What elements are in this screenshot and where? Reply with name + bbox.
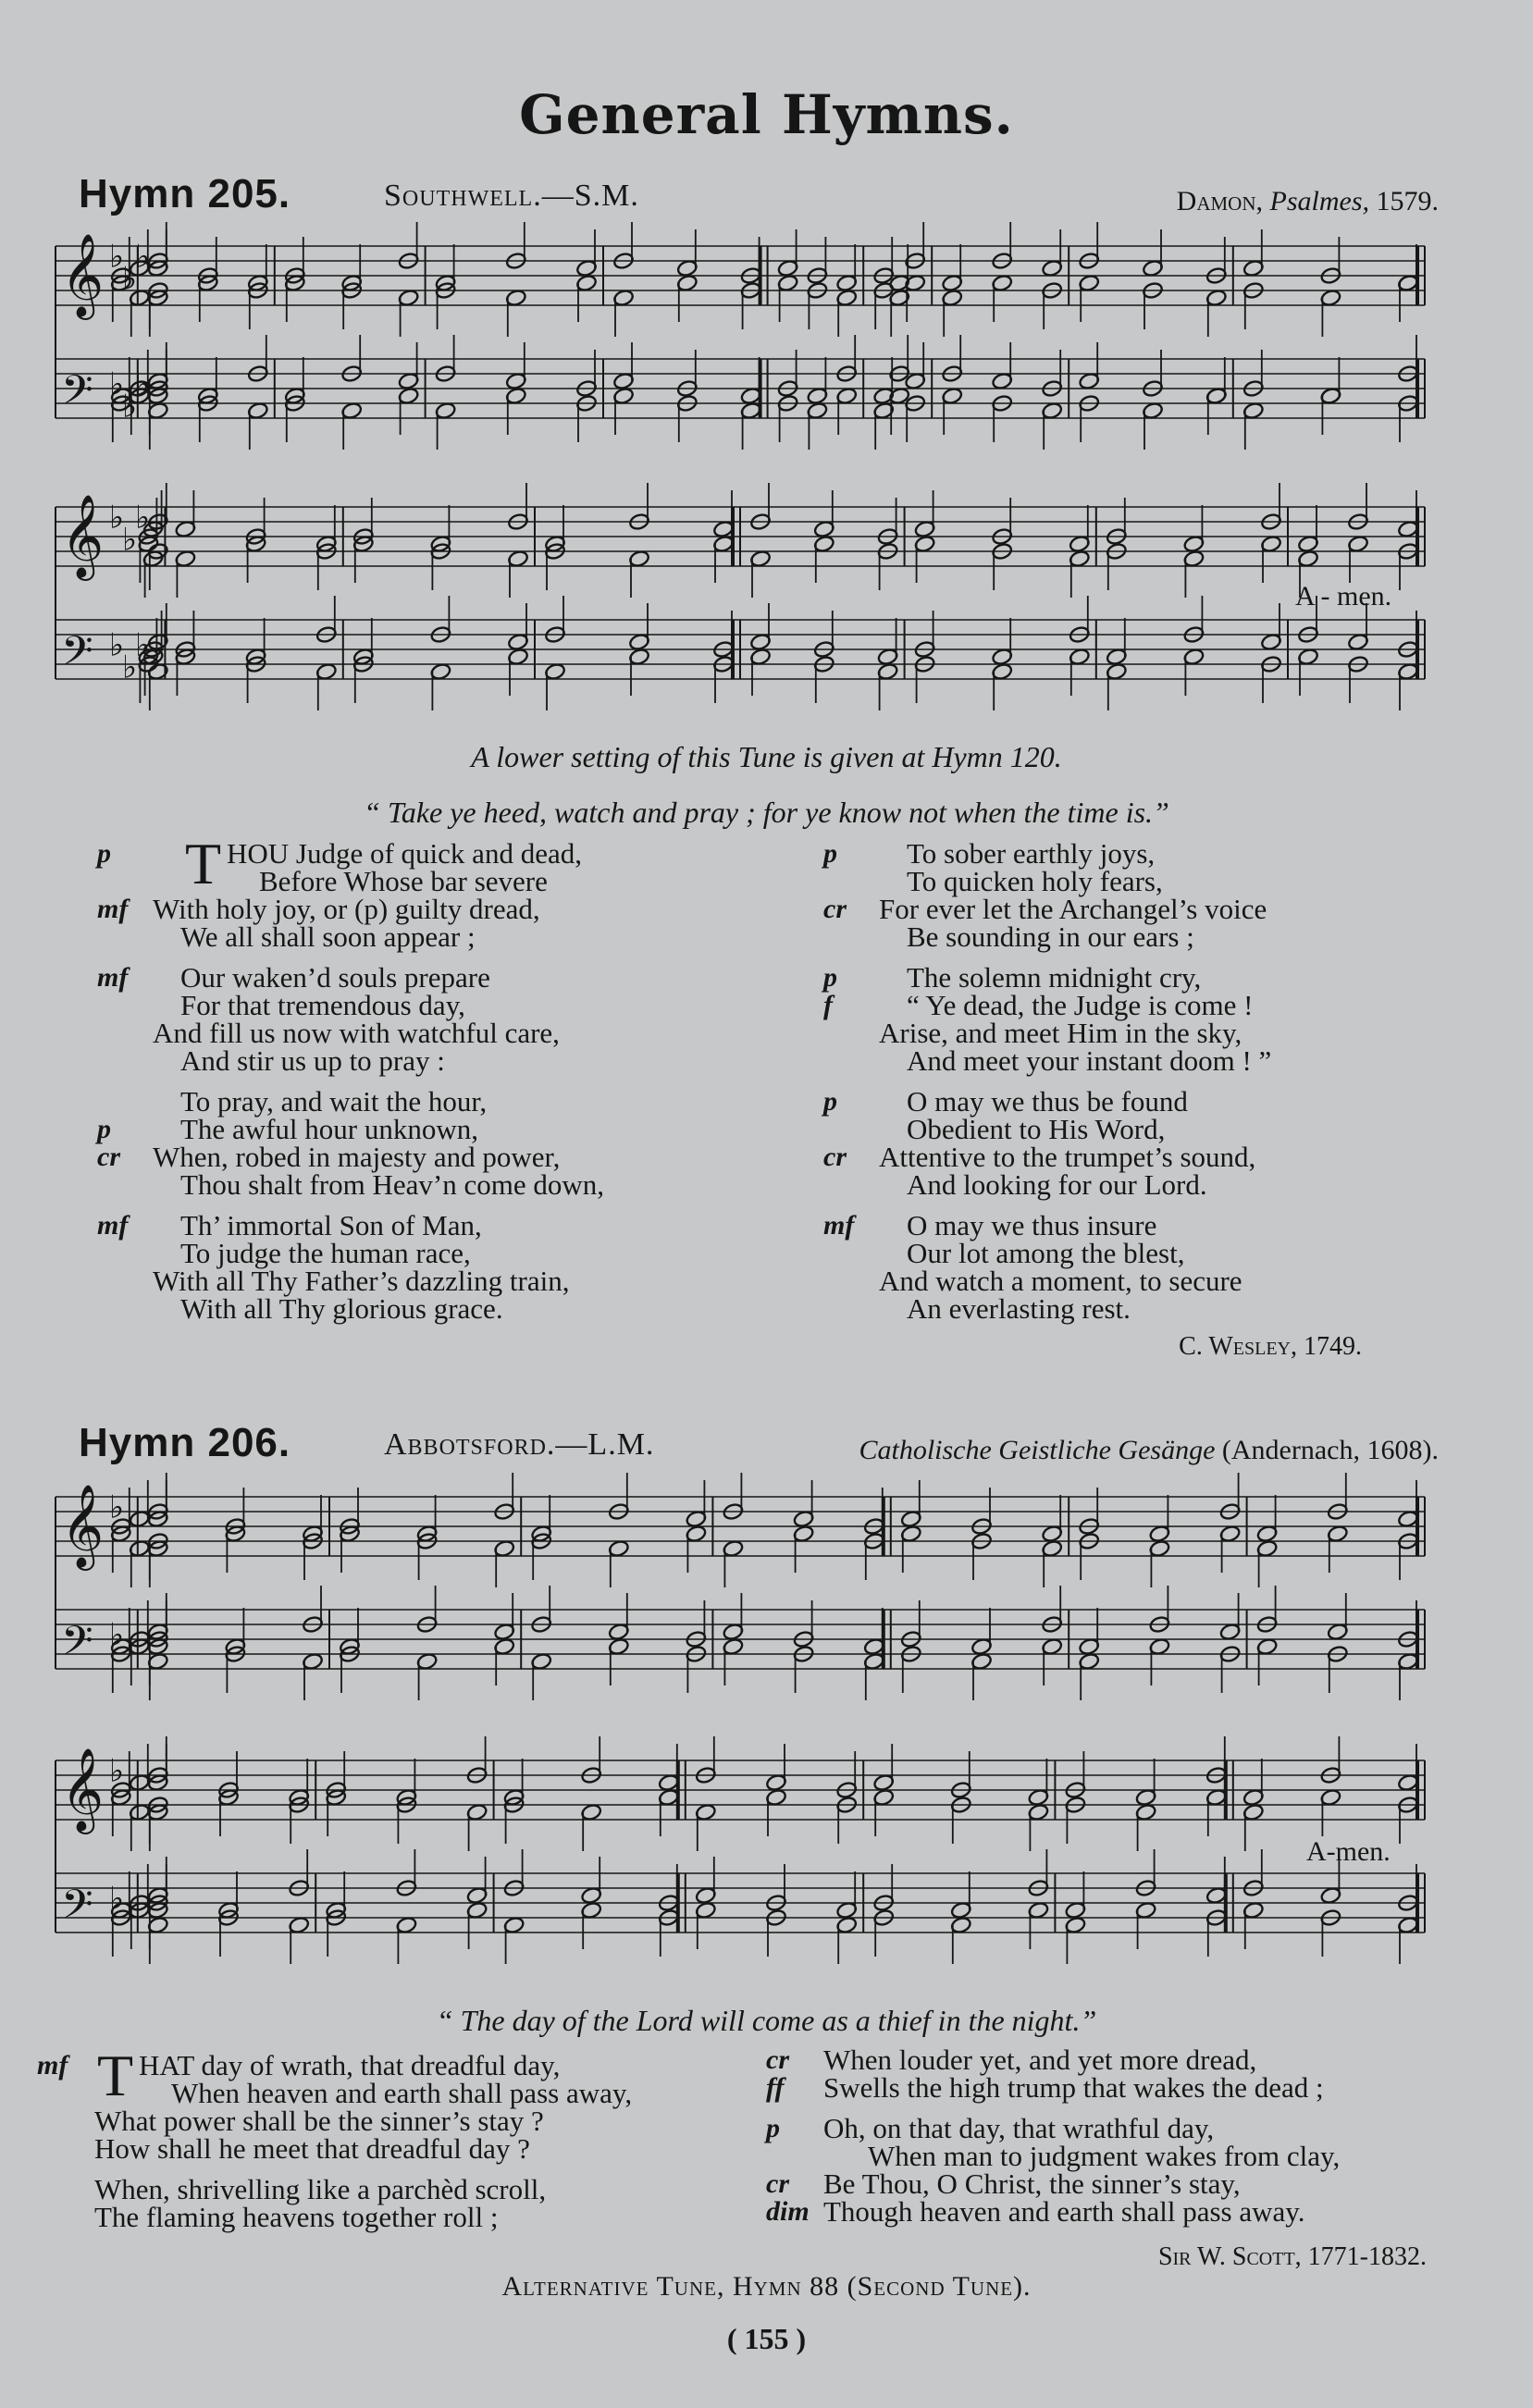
flat-icon: ♭ xyxy=(122,388,138,426)
dynamic-marking: p xyxy=(766,2113,780,2143)
dynamic-marking: mf xyxy=(37,2050,68,2081)
verse-line xyxy=(823,1292,1453,1325)
flat-icon: ♭ xyxy=(135,238,151,276)
verse-text: Attentive to the trumpet’s sound, xyxy=(879,1141,1256,1173)
verse-line xyxy=(97,865,763,897)
verse-text: Though heaven and earth shall pass away. xyxy=(823,2195,1305,2228)
hymn-205-composer xyxy=(1177,186,1439,217)
verse-text: HOU Judge of quick and dead, xyxy=(227,837,582,870)
hymn-205-system-1 xyxy=(48,220,1436,461)
hymn-205-epigraph: “ Take ye heed, watch and pray ; for ye know not when the time is.” xyxy=(364,796,1169,829)
flat-icon: ♭ xyxy=(109,499,125,537)
verse-line xyxy=(97,1019,763,1047)
flat-icon: ♭ xyxy=(109,1488,125,1526)
verse-text: When, robed in majesty and power, xyxy=(153,1141,561,1173)
flat-icon: ♭ xyxy=(122,260,138,298)
verse-line xyxy=(823,920,1453,953)
verse-line xyxy=(766,2167,1469,2200)
verse-line xyxy=(766,2140,1469,2172)
drop-cap-t: T xyxy=(185,831,222,896)
verse-line xyxy=(97,1143,763,1171)
dynamic-marking: cr xyxy=(823,894,847,924)
hymn-205-composer-year: 1579. xyxy=(1376,186,1439,216)
alternative-tune: Alternative Tune, Hymn 88 (Second Tune). xyxy=(501,2271,1032,2302)
verse-text: Be Thou, O Christ, the sinner’s stay, xyxy=(823,2167,1241,2200)
verse-line xyxy=(97,1044,763,1077)
hymn-205-attribution: C. Wesley, 1749. xyxy=(1179,1332,1362,1361)
flat-icon: ♭ xyxy=(109,626,125,664)
verse-line xyxy=(823,1044,1453,1077)
verse-line xyxy=(766,2071,1469,2104)
hymn-206-header xyxy=(79,1420,1439,1466)
stanza xyxy=(766,2046,1469,2102)
stanza xyxy=(37,2173,740,2233)
treble-clef-icon: 𝄞 xyxy=(61,1484,105,1568)
stanza xyxy=(97,961,763,1077)
verse-text: Swells the high trump that wakes the dead ; xyxy=(823,2071,1324,2104)
verse-line xyxy=(97,989,763,1021)
verse-line xyxy=(37,2077,740,2109)
hymn-205-note: A lower setting of this Tune is given at Hymn 120. xyxy=(471,740,1062,773)
hymn-205-composer-source: Psalmes, xyxy=(1269,186,1369,216)
hymn-206-number: Hymn 206. xyxy=(79,1420,291,1465)
hymn-206-score-1 xyxy=(48,1471,1436,1711)
hymn-206-system-1 xyxy=(48,1471,1436,1711)
verse-text: Be sounding in our ears ; xyxy=(907,920,1194,953)
bass-clef-icon: 𝄢 xyxy=(61,1880,93,1939)
hymn-205-verses-right xyxy=(823,837,1453,1336)
verse-text: When man to judgment wakes from clay, xyxy=(868,2140,1341,2172)
verse-text: We all shall soon appear ; xyxy=(180,920,476,953)
verse-line xyxy=(97,1209,763,1241)
hymn-205-score-1 xyxy=(48,220,1436,461)
hymn-205-system-2 xyxy=(48,481,1436,722)
verse-line xyxy=(97,1292,763,1325)
verse-line xyxy=(97,837,763,870)
verse-line xyxy=(37,2107,740,2135)
verse-line xyxy=(766,2112,1469,2144)
hymn-205-header xyxy=(79,171,1439,217)
verse-line xyxy=(97,1168,763,1201)
hymn-206-composer-source: Catholische Geistliche Gesänge xyxy=(859,1435,1216,1465)
stanza xyxy=(97,837,763,953)
verse-line xyxy=(823,1267,1453,1295)
hymn-206-verses-right xyxy=(766,2046,1469,2239)
verse-text: Thou shalt from Heav’n come down, xyxy=(180,1168,604,1201)
hymn-206-verses-left xyxy=(37,2043,740,2244)
flat-icon: ♭ xyxy=(135,365,151,403)
flat-icon: ♭ xyxy=(122,521,138,559)
hymn-206-epigraph: “ The day of the Lord will come as a thief in the night.” xyxy=(436,2004,1097,2037)
verse-text: O may we thus be found xyxy=(907,1085,1188,1118)
verse-line xyxy=(766,2046,1469,2074)
verse-text: Oh, on that day, that wrathful day, xyxy=(823,2112,1215,2144)
verse-text: With all Thy Father’s dazzling train, xyxy=(153,1265,570,1297)
verse-line xyxy=(823,1209,1453,1241)
stanza xyxy=(97,1209,763,1325)
verse-text: When heaven and earth shall pass away, xyxy=(171,2077,633,2109)
dynamic-marking: mf xyxy=(97,962,129,993)
verse-text: “ Ye dead, the Judge is come ! xyxy=(907,989,1254,1021)
verse-text: The flaming heavens together roll ; xyxy=(94,2201,499,2233)
treble-clef-icon: 𝄞 xyxy=(61,494,105,578)
flat-icon: ♭ xyxy=(135,499,151,537)
verse-line xyxy=(37,2201,740,2233)
verse-line xyxy=(823,1113,1453,1145)
verse-text: Our waken’d souls prepare xyxy=(180,961,490,994)
verse-line xyxy=(823,1019,1453,1047)
dynamic-marking: cr xyxy=(766,2168,789,2199)
verse-text: And looking for our Lord. xyxy=(907,1168,1207,1201)
verse-text: For ever let the Archangel’s voice xyxy=(879,893,1267,925)
verse-text: What power shall be the sinner’s stay ? xyxy=(94,2105,544,2137)
hymn-205-composer-name: Damon, xyxy=(1176,186,1263,216)
verse-line xyxy=(823,837,1453,870)
flat-icon: ♭ xyxy=(109,365,125,403)
dynamic-marking: p xyxy=(823,1086,837,1117)
treble-clef-icon: 𝄞 xyxy=(61,233,105,317)
bass-clef-icon: 𝄢 xyxy=(61,626,93,685)
verse-text: O may we thus insure xyxy=(907,1209,1157,1241)
verse-line xyxy=(97,1113,763,1145)
verse-line xyxy=(37,2173,740,2205)
page-number: ( 155 ) xyxy=(726,2322,807,2355)
dynamic-marking: dim xyxy=(766,2196,810,2227)
hymn-205-amen: A - men. xyxy=(1295,581,1392,611)
verse-line xyxy=(37,2049,740,2081)
verse-text: Th’ immortal Son of Man, xyxy=(180,1209,482,1241)
hymn-205-verses-left xyxy=(97,831,763,1336)
verse-text: To sober earthly joys, xyxy=(907,837,1156,870)
verse-line xyxy=(823,895,1453,923)
verse-text: The solemn midnight cry, xyxy=(907,961,1202,994)
hymn-205-tune: Southwell.—S.M. xyxy=(384,179,639,213)
treble-clef-icon: 𝄞 xyxy=(61,1747,105,1832)
bass-clef-icon: 𝄢 xyxy=(61,1616,93,1675)
stanza xyxy=(766,2112,1469,2228)
verse-line xyxy=(823,1237,1453,1269)
hymn-206-system-2 xyxy=(48,1735,1436,1975)
verse-text: And fill us now with watchful care, xyxy=(153,1017,560,1049)
verse-text: Before Whose bar severe xyxy=(259,865,548,897)
verse-text: To pray, and wait the hour, xyxy=(180,1085,488,1118)
hymn-205-score-2 xyxy=(48,481,1436,722)
flat-icon: ♭ xyxy=(122,648,138,686)
verse-line xyxy=(97,895,763,923)
dynamic-marking: cr xyxy=(823,1142,847,1172)
verse-text: An everlasting rest. xyxy=(907,1292,1131,1325)
stanza xyxy=(823,961,1453,1077)
flat-icon: ♭ xyxy=(109,238,125,276)
verse-line xyxy=(766,2195,1469,2228)
bass-clef-icon: 𝄢 xyxy=(61,365,93,425)
verse-text: With holy joy, or (p) guilty dread, xyxy=(153,893,540,925)
flat-icon: ♭ xyxy=(109,1616,125,1654)
verse-text: How shall he meet that dreadful day ? xyxy=(94,2132,530,2165)
verse-text: When, shrivelling like a parchèd scroll, xyxy=(94,2173,547,2205)
dynamic-marking: p xyxy=(823,838,837,869)
verse-line xyxy=(823,1085,1453,1118)
stanza xyxy=(823,837,1453,953)
hymn-206-composer xyxy=(859,1435,1439,1466)
verse-text: Our lot among the blest, xyxy=(907,1237,1185,1269)
stanza xyxy=(823,1085,1453,1201)
hymn-205-number: Hymn 205. xyxy=(79,171,291,216)
stanza xyxy=(37,2049,740,2165)
dynamic-marking: mf xyxy=(823,1210,855,1241)
dynamic-marking: f xyxy=(823,990,833,1020)
verse-text: The awful hour unknown, xyxy=(180,1113,478,1145)
hymn-206-attribution: Sir W. Scott, 1771-1832. xyxy=(1157,2242,1427,2271)
hymn-206-composer-place: (Andernach, 1608). xyxy=(1221,1435,1439,1465)
dynamic-marking: p xyxy=(97,838,111,869)
stanza xyxy=(823,1209,1453,1325)
dynamic-marking: cr xyxy=(97,1142,120,1172)
hymn-206-score-2 xyxy=(48,1735,1436,1975)
verse-line xyxy=(823,1168,1453,1201)
dynamic-marking: cr xyxy=(766,2044,789,2075)
verse-line xyxy=(823,865,1453,897)
dynamic-marking: mf xyxy=(97,894,129,924)
verse-text: For that tremendous day, xyxy=(180,989,465,1021)
verse-text: With all Thy glorious grace. xyxy=(180,1292,503,1325)
verse-text: Arise, and meet Him in the sky, xyxy=(879,1017,1242,1049)
verse-line xyxy=(37,2132,740,2165)
verse-line xyxy=(97,1267,763,1295)
drop-cap-t-2: T xyxy=(97,2043,134,2108)
verse-line xyxy=(97,961,763,994)
dynamic-marking: p xyxy=(97,1114,111,1144)
dynamic-marking: p xyxy=(823,962,837,993)
verse-line xyxy=(97,920,763,953)
verse-line xyxy=(97,1085,763,1118)
hymn-206-tune: Abbotsford.—L.M. xyxy=(384,1427,655,1462)
verse-text: When louder yet, and yet more dread, xyxy=(823,2044,1257,2076)
verse-line xyxy=(823,989,1453,1021)
dynamic-marking: mf xyxy=(97,1210,129,1241)
page-title: General Hymns. xyxy=(519,83,1014,146)
verse-line xyxy=(823,1143,1453,1171)
verse-text: And meet your instant doom ! ” xyxy=(907,1044,1272,1077)
flat-icon: ♭ xyxy=(109,1752,125,1790)
flat-icon: ♭ xyxy=(135,626,151,664)
hymn-206-amen: A-men. xyxy=(1306,1836,1391,1867)
stanza xyxy=(97,1085,763,1201)
verse-line xyxy=(823,961,1453,994)
flat-icon: ♭ xyxy=(109,1880,125,1918)
verse-text: And stir us up to pray : xyxy=(180,1044,445,1077)
verse-line xyxy=(97,1237,763,1269)
verse-text: To quicken holy fears, xyxy=(907,865,1163,897)
verse-text: HAT day of wrath, that dreadful day, xyxy=(139,2049,561,2081)
dynamic-marking: ff xyxy=(766,2072,785,2103)
verse-text: And watch a moment, to secure xyxy=(879,1265,1242,1297)
verse-text: To judge the human race, xyxy=(180,1237,471,1269)
verse-text: Obedient to His Word, xyxy=(907,1113,1166,1145)
